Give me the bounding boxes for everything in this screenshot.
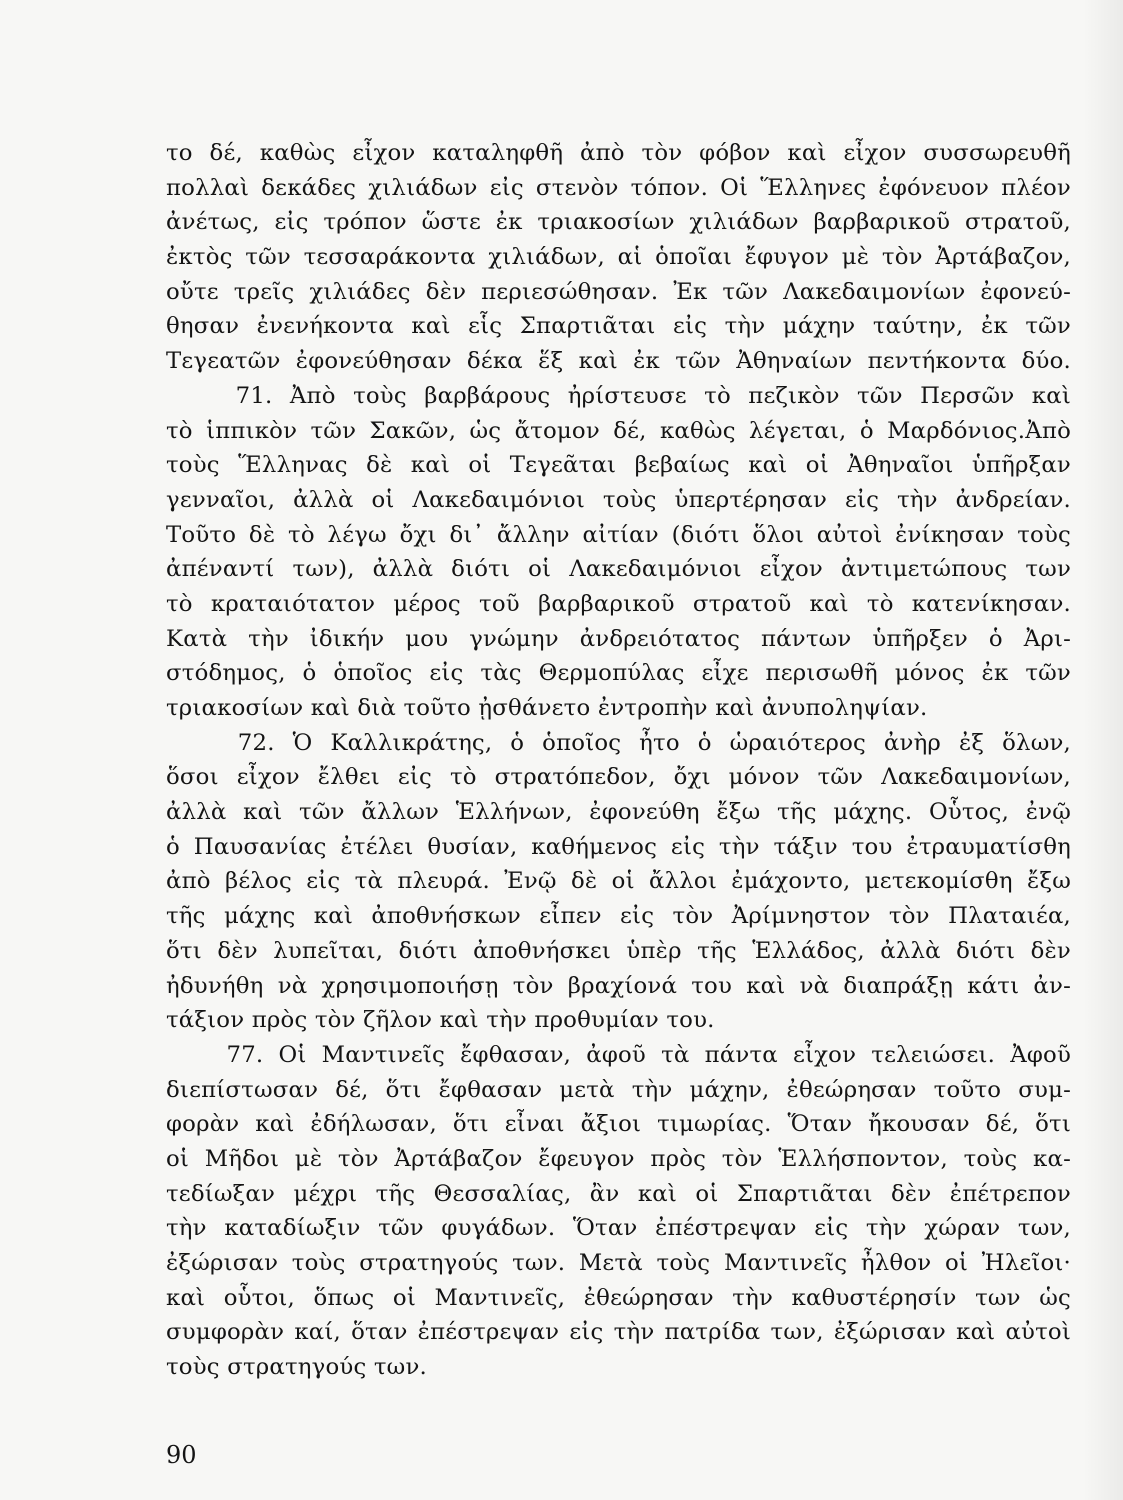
page-number: 90 [166,1441,197,1469]
text-line: ὁ Παυσανίας ἐτέλει θυσίαν, καθήμενος εἰς τὴν τάξιν του ἐτραυματίσθη [166,833,1071,860]
text-line: ἀπέναντί των), ἀλλὰ διότι οἱ Λακεδαιμόνιοι εἶχον ἀντιμετώπους των [166,556,1071,583]
text-line: διεπίστωσαν δέ, ὅτι ἔφθασαν μετὰ τὴν μάχην, ἐθεώρησαν τοῦτο συμ- [166,1076,1071,1103]
text-line: ἀνέτως, εἰς τρόπον ὥστε ἐκ τριακοσίων χιλιάδων βαρβαρικοῦ στρατοῦ, [166,209,1071,236]
body-text [166,136,1071,1385]
text-line: Κατὰ τὴν ἰδικήν μου γνώμην ἀνδρειότατος πάντων ὑπῆρξεν ὁ Ἀρι- [166,625,1071,652]
text-line: ἠδυνήθη νὰ χρησιμοποιήσῃ τὸν βραχίονά του καὶ νὰ διαπράξῃ κάτι ἀν- [166,972,1071,999]
text-line: ἐξώρισαν τοὺς στρατηγούς των. Μετὰ τοὺς Μαντινεῖς ἦλθον οἱ Ἠλεῖοι· [166,1250,1071,1276]
text-line: ἀλλὰ καὶ τῶν ἄλλων Ἑλλήνων, ἐφονεύθη ἔξω τῆς μάχης. Οὗτος, ἐνῷ [166,799,1071,826]
text-line: οὔτε τρεῖς χιλιάδες δὲν περιεσώθησαν. Ἐκ τῶν Λακεδαιμονίων ἐφονεύ- [166,278,1071,305]
text-line: θησαν ἐνενήκοντα καὶ εἷς Σπαρτιᾶται εἰς τὴν μάχην ταύτην, ἐκ τῶν [166,313,1071,340]
text-line: τοὺς στρατηγούς των. [166,1354,427,1381]
text-line: τῆς μάχης καὶ ἀποθνήσκων εἶπεν εἰς τὸν Ἀρίμνηστον τὸν Πλαταιέα, [166,903,1071,930]
text-line: φορὰν καὶ ἐδήλωσαν, ὅτι εἶναι ἄξιοι τιμωρίας. Ὅταν ἤκουσαν δέ, ὅτι [166,1111,1071,1138]
paragraph-77-start: 77. Οἱ Μαντινεῖς ἔφθασαν, ἀφοῦ τὰ πάντα εἶχον τελειώσει. Ἀφοῦ [166,1041,1071,1068]
text-line: τεδίωξαν μέχρι τῆς Θεσσαλίας, ἂν καὶ οἱ Σπαρτιᾶται δὲν ἐπέτρεπον [166,1180,1071,1207]
paragraph-72-start: 72. Ὁ Καλλικράτης, ὁ ὁποῖος ἦτο ὁ ὡραιότερος ἀνὴρ ἐξ ὅλων, [166,729,1071,756]
text-line: τὴν καταδίωξιν τῶν φυγάδων. Ὅταν ἐπέστρεψαν εἰς τὴν χώραν των, [166,1215,1071,1242]
paragraph-71-start: 71. Ἀπὸ τοὺς βαρβάρους ἠρίστευσε τὸ πεζικὸν τῶν Περσῶν καὶ [166,382,1071,409]
text-line: οἱ Μῆδοι μὲ τὸν Ἀρτάβαζον ἔφευγον πρὸς τὸν Ἑλλήσποντον, τοὺς κα- [166,1145,1071,1172]
text-line: ὅτι δὲν λυπεῖται, διότι ἀποθνήσκει ὑπὲρ τῆς Ἑλλάδος, ἀλλὰ διότι δὲν [166,937,1071,964]
text-line: Τεγεατῶν ἐφονεύθησαν δέκα ἕξ καὶ ἐκ τῶν Ἀθηναίων πεντήκοντα δύο. [166,348,1071,375]
text-line: τὸ κραταιότατον μέρος τοῦ βαρβαρικοῦ στρατοῦ καὶ τὸ κατενίκησαν. [166,590,1071,617]
text-line: συμφορὰν καί, ὅταν ἐπέστρεψαν εἰς τὴν πατρίδα των, ἐξώρισαν καὶ αὐτοὶ [166,1319,1071,1346]
text-line: στόδημος, ὁ ὁποῖος εἰς τὰς Θερμοπύλας εἶχε περισωθῆ μόνος ἐκ τῶν [166,660,1071,687]
text-line: τοὺς Ἕλληνας δὲ καὶ οἱ Τεγεᾶται βεβαίως καὶ οἱ Ἀθηναῖοι ὑπῆρξαν [166,452,1071,479]
text-line: τὸ ἱππικὸν τῶν Σακῶν, ὡς ἄτομον δέ, καθὼς λέγεται, ὁ Μαρδόνιος.Ἀπὸ [166,417,1071,444]
text-line: τριακοσίων καὶ διὰ τοῦτο ᾐσθάνετο ἐντροπὴν καὶ ἀνυποληψίαν. [166,695,928,721]
text-line: καὶ οὗτοι, ὅπως οἱ Μαντινεῖς, ἐθεώρησαν τὴν καθυστέρησίν των ὡς [166,1284,1071,1311]
text-line: ἐκτὸς τῶν τεσσαράκοντα χιλιάδων, αἱ ὁποῖαι ἔφυγον μὲ τὸν Ἀρτάβαζον, [166,244,1071,271]
text-line: Τοῦτο δὲ τὸ λέγω ὄχι δι᾽ ἄλλην αἰτίαν (διότι ὅλοι αὐτοὶ ἐνίκησαν τοὺς [166,521,1071,548]
text-line: πολλαὶ δεκάδες χιλιάδων εἰς στενὸν τόπον. Οἱ Ἕλληνες ἐφόνευον πλέον [166,174,1071,201]
text-line: ὅσοι εἶχον ἔλθει εἰς τὸ στρατόπεδον, ὄχι μόνον τῶν Λακεδαιμονίων, [166,764,1071,791]
text-line: ἀπὸ βέλος εἰς τὰ πλευρά. Ἐνῷ δὲ οἱ ἄλλοι ἐμάχοντο, μετεκομίσθη ἔξω [166,868,1071,895]
text-line: το δέ, καθὼς εἶχον καταληφθῆ ἀπὸ τὸν φόβον καὶ εἶχον συσσωρευθῆ [166,140,1071,166]
text-line: τάξιον πρὸς τὸν ζῆλον καὶ τὴν προθυμίαν του. [166,1007,715,1034]
text-line: γενναῖοι, ἀλλὰ οἱ Λακεδαιμόνιοι τοὺς ὑπερτέρησαν εἰς τὴν ἀνδρείαν. [166,486,1071,513]
page-edge-shadow [1083,0,1123,1500]
